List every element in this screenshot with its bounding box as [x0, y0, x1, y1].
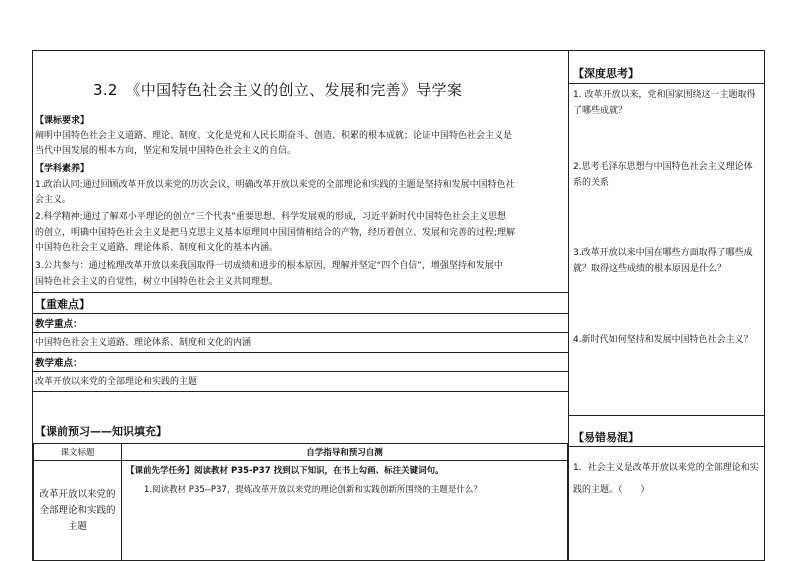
- divider: [569, 83, 765, 84]
- divider: [33, 391, 568, 392]
- divider: [569, 415, 765, 416]
- worksheet-frame: [32, 50, 765, 561]
- page-title: 3.2 《中国特色社会主义的创立、发展和完善》导学案: [93, 81, 463, 99]
- divider: [33, 292, 568, 293]
- table-header-guide: 自学指导和预习自测: [122, 444, 568, 461]
- preview-table: [33, 443, 568, 561]
- question-1: 1.阅读教材 P35--P37，提炼改革开放以来党的理论创新和实践创新所围绕的主题是什么？: [144, 485, 482, 495]
- curriculum-text: 阐明中国特色社会主义道路、理论、制度、文化是党和人民长期奋斗、创造、积累的根本成就；论证中国特色社会主义是: [35, 131, 513, 141]
- side-column: [569, 51, 765, 560]
- key-point-label: 教学重点：: [35, 319, 83, 330]
- literacy-item: 的创立，明确中国特色社会主义是把马克思主义基本原理同中国国情相结合的产物，经历着创立、发展和完善的过程;理解: [35, 228, 516, 238]
- key-point-text: 中国特色社会主义道路、理论体系、制度和文化的内涵: [35, 338, 252, 348]
- literacy-header: 【学科素养】: [35, 164, 90, 174]
- deep-thinking-header: 【深度思考】: [573, 67, 639, 80]
- literacy-item: 国特色社会主义的自觉性，树立中国特色社会主义共同理想。: [35, 277, 279, 287]
- main-column: [33, 51, 568, 560]
- divider: [33, 371, 568, 372]
- difficulty-text: 改革开放以来党的全部理论和实践的主题: [35, 377, 198, 387]
- literacy-item: 会主义。: [35, 195, 72, 205]
- literacy-item: 中国特色社会主义道路、理论体系、制度和文化的基本内涵。: [35, 243, 279, 253]
- literacy-item: 1.政治认同:通过回顾改革开放以来党的历次会议，明确改革开放以来党的全部理论和实践的主题是坚持和发展中国特色社: [35, 180, 515, 190]
- deep-question-3: 3.改革开放以来中国在哪些方面取得了哪些成就？取得这些成绩的根本原因是什么？: [573, 248, 753, 274]
- deep-question-1: 1. 改革开放以来，党和国家围绕这一主题取得了哪些成就？: [573, 90, 756, 116]
- divider: [33, 352, 568, 353]
- table-row-title: 改革开放以来党的全部理论和实践的主题: [34, 461, 122, 561]
- literacy-item: 3.公共参与：通过梳理改革开放以来我国取得一切成绩和进步的根本原因，理解并坚定“四个自信”，增强坚持和发展中: [35, 261, 503, 271]
- divider: [33, 332, 568, 333]
- curriculum-text: 当代中国发展的根本方向，坚定和发展中国特色社会主义的自信。: [35, 146, 297, 156]
- deep-question-4: 4.新时代如何坚持和发展中国特色社会主义？: [573, 335, 753, 345]
- table-row-content: [122, 461, 568, 561]
- deep-question-2: 2.思考毛泽东思想与中国特色社会主义理论体系的关系: [573, 162, 753, 188]
- confusion-header: 【易错易混】: [573, 431, 639, 444]
- table-header-title: 课文标题: [34, 444, 122, 461]
- divider: [569, 446, 765, 447]
- curriculum-header: 【课标要求】: [35, 116, 90, 126]
- key-points-header: 【重难点】: [35, 298, 90, 311]
- pre-study-task: 【课前先学任务】阅读教材 P35-P37 找到以下知识，在书上勾画、标注关键词句。: [126, 466, 444, 476]
- confusion-question-1: 1．社会主义是改革开放以来党的全部理论和实践的主题。（ ）: [573, 463, 759, 495]
- preview-header: 【课前预习——知识填充】: [35, 425, 167, 438]
- divider: [33, 313, 568, 314]
- literacy-item: 2.科学精神:通过了解邓小平理论的创立“三个代表”重要思想、科学发展观的形成，习近平新时代中国特色社会主义思想: [35, 212, 506, 222]
- difficulty-label: 教学难点：: [35, 358, 83, 369]
